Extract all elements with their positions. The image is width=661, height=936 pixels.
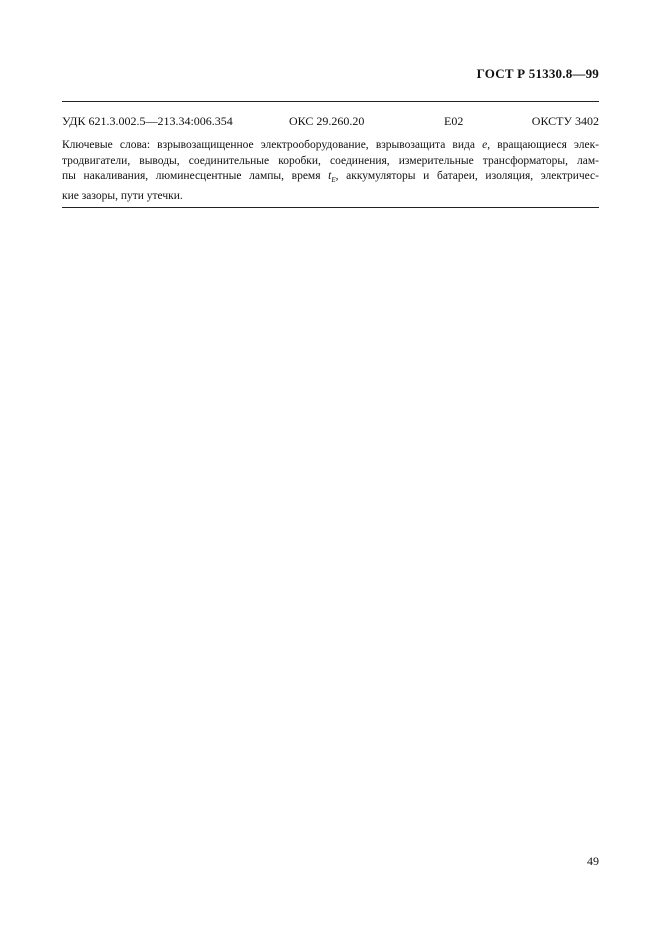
keywords-text: , аккумуляторы и батареи, изоляция, электричес- bbox=[335, 170, 599, 182]
time-subscript: E bbox=[331, 176, 336, 184]
time-symbol: t bbox=[328, 170, 332, 182]
keywords-line-1 bbox=[62, 138, 599, 154]
keywords-line-2: тродвигатели, выводы, соединительные коробки, соединения, измерительные трансформаторы, лам- bbox=[62, 154, 599, 167]
keywords-paragraph bbox=[62, 138, 599, 204]
page-number: 49 bbox=[587, 854, 599, 868]
udk-code: УДК 621.3.002.5—213.34:006.354 bbox=[62, 114, 233, 128]
okstu-code: ОКСТУ 3402 bbox=[531, 114, 599, 128]
keywords-text: пы накаливания, люминесцентные лампы, время bbox=[62, 170, 329, 182]
top-divider bbox=[62, 101, 599, 102]
standard-code: ГОСТ Р 51330.8—99 bbox=[476, 66, 599, 81]
oks-code: ОКС 29.260.20 bbox=[289, 114, 365, 128]
keywords-text: , вращающиеся элек- bbox=[487, 139, 599, 151]
keywords-line-4: кие зазоры, пути утечки. bbox=[62, 189, 183, 202]
keywords-line-3 bbox=[62, 169, 599, 189]
bottom-divider bbox=[62, 207, 599, 208]
classification-row bbox=[62, 114, 599, 130]
group-code: Е02 bbox=[444, 114, 464, 128]
keywords-text: Ключевые слова: взрывозащищенное электрооборудование, взрывозащита вида bbox=[62, 139, 483, 151]
protection-type-letter: е bbox=[482, 139, 488, 151]
